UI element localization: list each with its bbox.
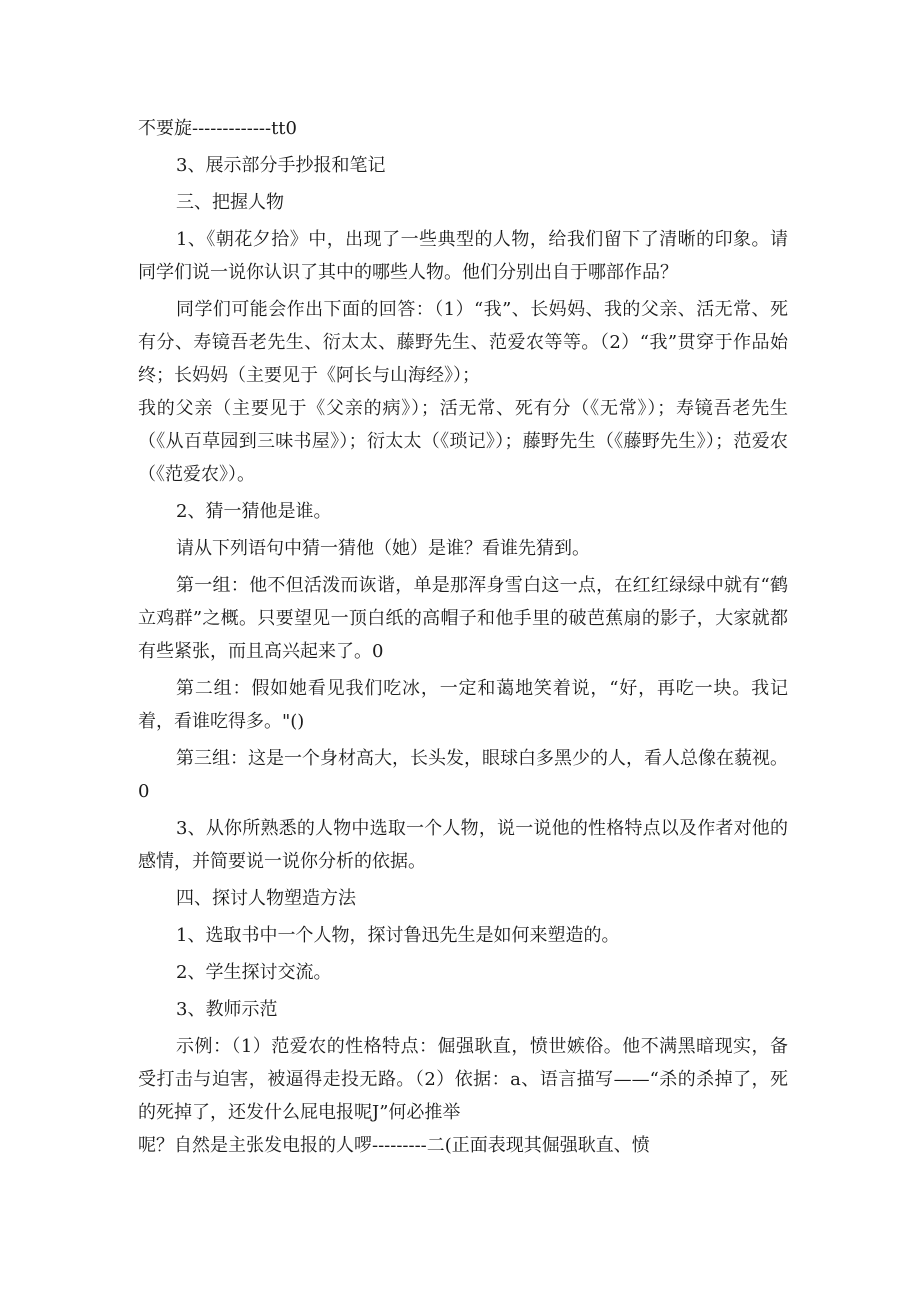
section-3-heading: 三、把握人物: [176, 192, 284, 213]
item-3-show: 3、展示部分手抄报和笔记: [176, 155, 386, 176]
section-4-heading: 四、探讨人物塑造方法: [176, 888, 356, 909]
answer-2: 我的父亲（主要见于《父亲的病》）；活无常、死有分（《无常》）；寿镜吾老先生（《从百草园到三味书屋》）；衍太太（《琐记》）；藤野先生（《藤野先生》）；范爱农（《范爱农》）。: [138, 398, 788, 485]
dash-line: 不要旋-------------tt0: [138, 118, 297, 139]
example-1: 示例：（1）范爱农的性格特点：倔强耿直，愤世嫉俗。他不满黑暗现实，备受打击与迫害，被逼得走投无路。（2）依据：a、语言描写——“杀的杀掉了，死的死掉了，还发什么屁电报呢J”何必推举: [138, 1036, 788, 1123]
item-2-discuss: 2、学生探讨交流。: [176, 962, 332, 983]
item-3-analyze: 3、从你所熟悉的人物中选取一个人物，说一说他的性格特点以及作者对他的感情，并简要说一说你分析的依据。: [138, 818, 788, 872]
example-2: 呢？自然是主张发电报的人啰---------二(正面表现其倔强耿直、愤: [138, 1135, 650, 1156]
group-2: 第二组：假如她看见我们吃冰，一定和蔼地笑着说，“好，再吃一块。我记着，看谁吃得多。"(): [138, 678, 788, 732]
guess-instruction: 请从下列语句中猜一猜他（她）是谁？看谁先猜到。: [176, 538, 590, 559]
group-1: 第一组：他不但活泼而诙谐，单是那浑身雪白这一点，在红红绿绿中就有“鹤立鸡群”之概。只要望见一顶白纸的高帽子和他手里的破芭蕉扇的影子，大家就都有些紧张，而且高兴起来了。0: [138, 575, 788, 662]
group-3: 第三组：这是一个身材高大，长头发，眼球白多黑少的人，看人总像在藐视。0: [138, 748, 788, 802]
item-1-question: 1、《朝花夕拾》中，出现了一些典型的人物，给我们留下了清晰的印象。请同学们说一说你认识了其中的哪些人物。他们分别出自于哪部作品？: [138, 229, 788, 283]
item-3-demo: 3、教师示范: [176, 999, 278, 1020]
item-2-guess: 2、猜一猜他是谁。: [176, 501, 332, 522]
item-1-select: 1、选取书中一个人物，探讨鲁迅先生是如何来塑造的。: [176, 925, 620, 946]
answer-1: 同学们可能会作出下面的回答：（1）“我”、长妈妈、我的父亲、活无常、死有分、寿镜吾老先生、衍太太、藤野先生、范爱农等等。（2）“我”贯穿于作品始终；长妈妈（主要见于《阿长与山海经》）；: [138, 299, 788, 386]
document-body: [138, 112, 788, 1162]
